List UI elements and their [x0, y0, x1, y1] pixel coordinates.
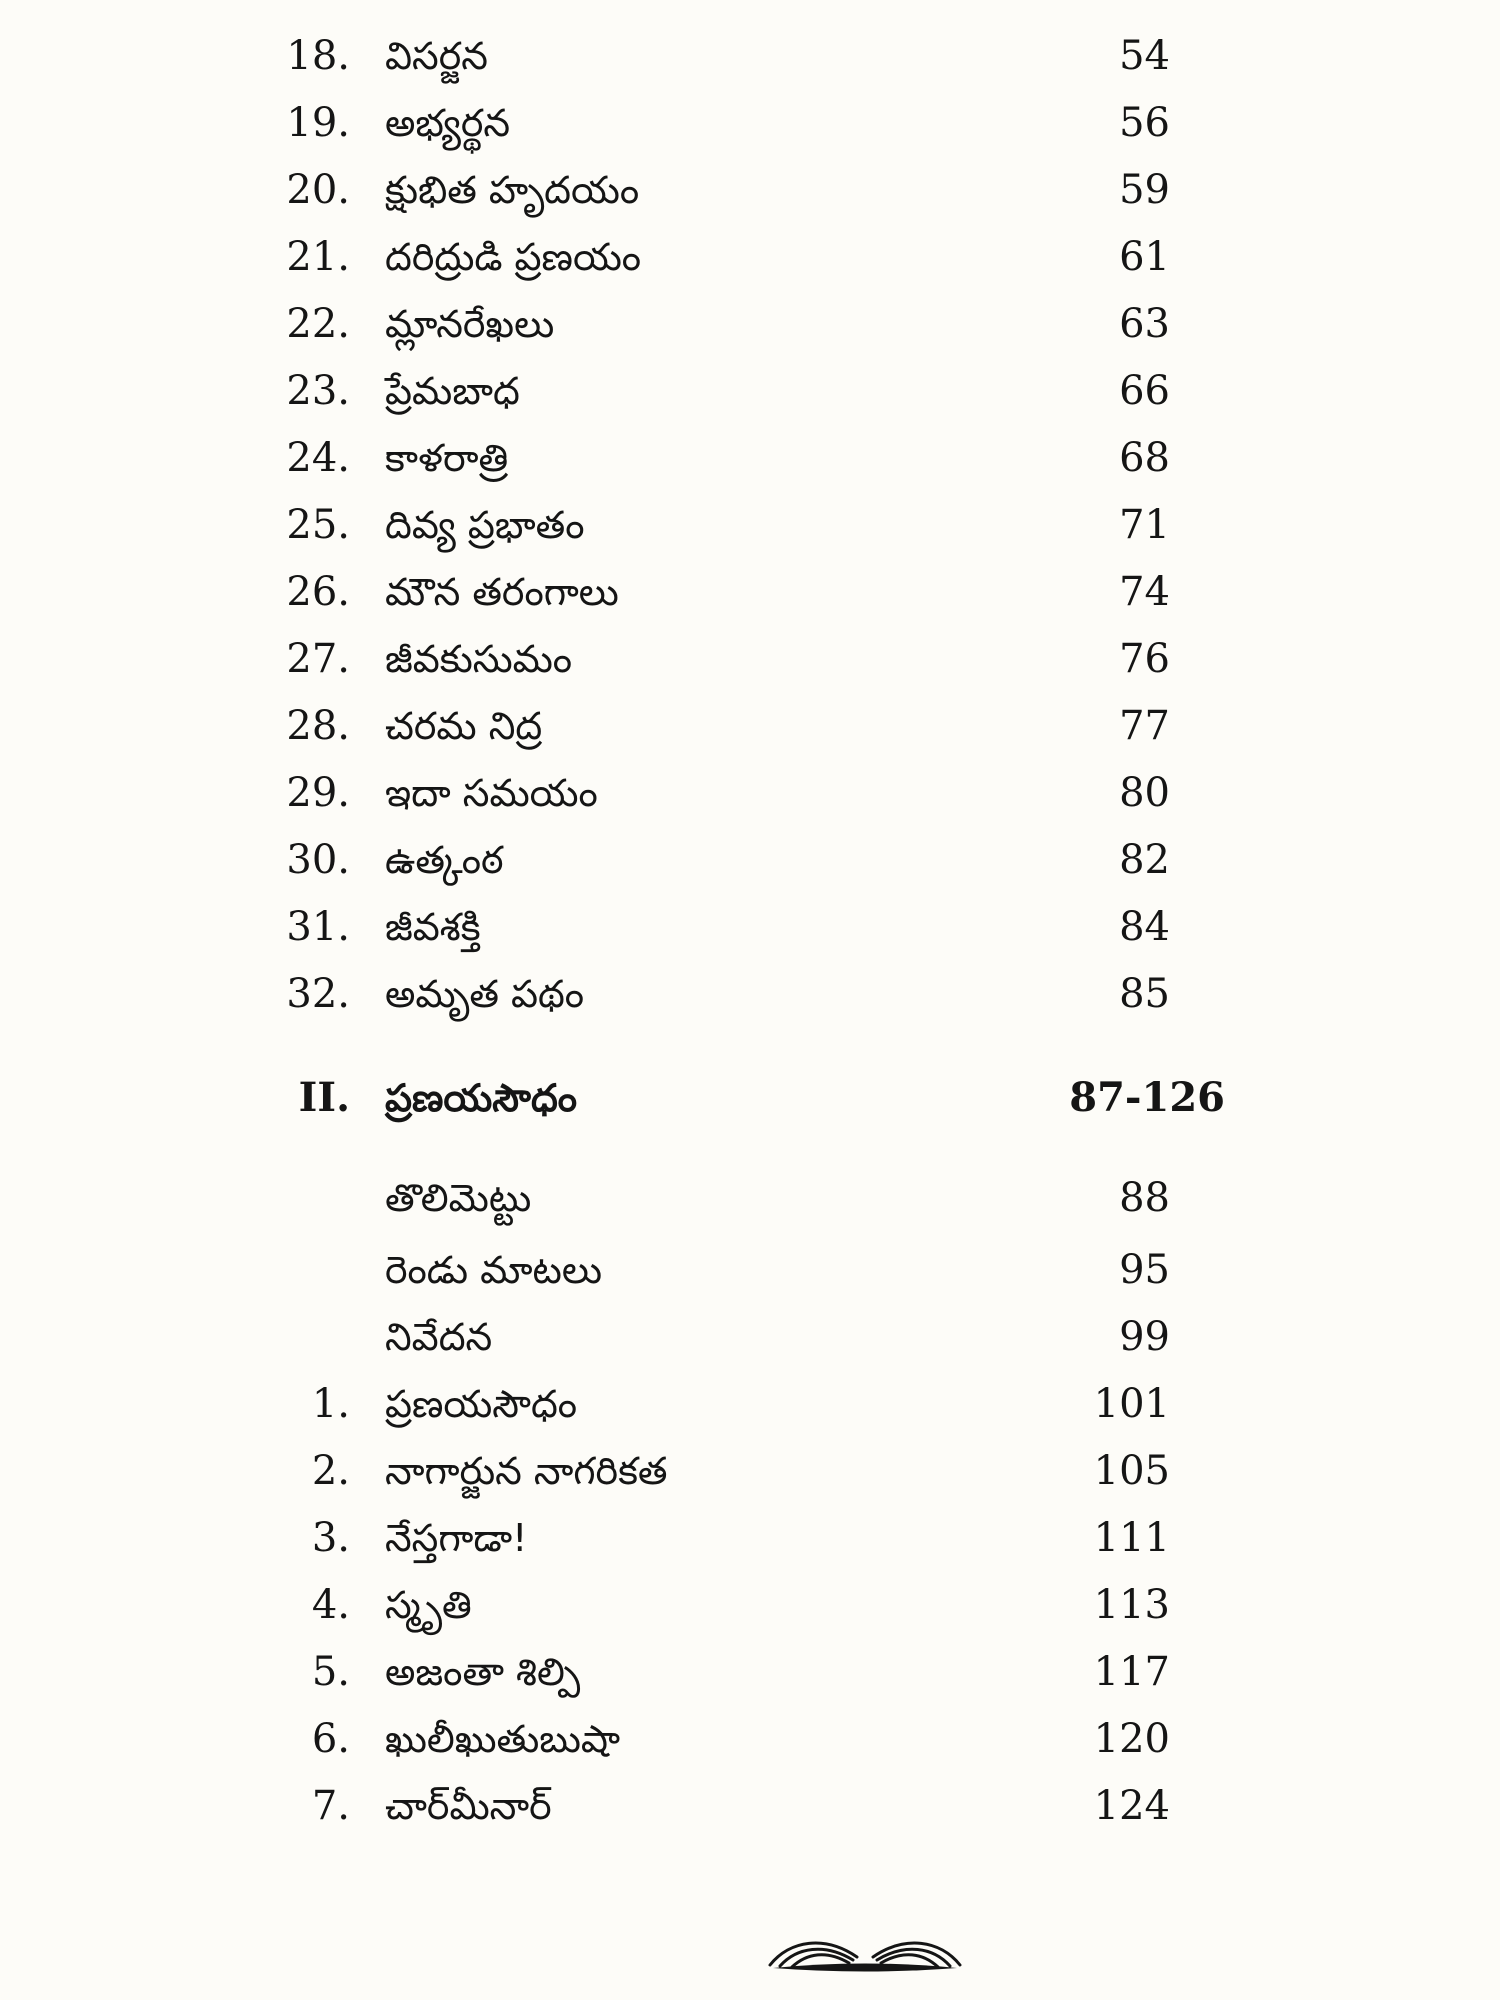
entry-number: 4.: [311, 1582, 350, 1628]
entry-title: చార్‌మీనార్: [385, 1784, 552, 1828]
entry-page: 113: [1093, 1582, 1170, 1628]
entry-title: దరిద్రుడి ప్రణయం: [385, 235, 642, 279]
toc-entry: [0, 564, 1500, 620]
toc-entry: [0, 1376, 1500, 1432]
section-number: II.: [298, 1074, 350, 1121]
toc-entry: [0, 899, 1500, 955]
entry-page: 95: [1119, 1247, 1170, 1293]
entry-page: 101: [1093, 1381, 1170, 1427]
toc-entry: [0, 1711, 1500, 1767]
entry-page: 63: [1119, 301, 1170, 347]
entry-page: 59: [1119, 167, 1170, 213]
entry-title: జీవశక్తి: [385, 905, 481, 949]
entry-title: కాళరాత్రి: [385, 436, 509, 480]
entry-number: 26.: [286, 569, 350, 615]
entry-number: 21.: [286, 234, 350, 280]
toc-entry: [0, 296, 1500, 352]
entry-page: 77: [1119, 703, 1170, 749]
entry-page: 111: [1093, 1515, 1170, 1561]
entry-title: విసర్జన: [385, 34, 488, 78]
entry-page: 80: [1119, 770, 1170, 816]
entry-title: అమృత పథం: [385, 972, 585, 1016]
toc-entry: [0, 1309, 1500, 1365]
entry-number: 24.: [286, 435, 350, 481]
entry-number: 23.: [286, 368, 350, 414]
entry-page: 117: [1093, 1649, 1170, 1695]
entry-number: 32.: [286, 971, 350, 1017]
entry-title: ప్రేమబాధ: [385, 369, 520, 413]
section-title: ప్రణయసౌధం: [385, 1076, 578, 1120]
entry-page: 76: [1119, 636, 1170, 682]
entry-title: రెండు మాటలు: [385, 1248, 602, 1292]
toc-entry: [0, 229, 1500, 285]
entry-page: 124: [1093, 1783, 1170, 1829]
entry-page: 68: [1119, 435, 1170, 481]
entry-page: 105: [1093, 1448, 1170, 1494]
entry-title: ప్రణయసౌధం: [385, 1382, 578, 1426]
entry-title: అజంతా శిల్పి: [385, 1650, 581, 1694]
toc-entry: [0, 497, 1500, 553]
fan-ornament-icon: [765, 1935, 965, 1975]
entry-number: 29.: [286, 770, 350, 816]
entry-title: దివ్య ప్రభాతం: [385, 503, 585, 547]
entry-number: 7.: [311, 1783, 350, 1829]
entry-page: 61: [1119, 234, 1170, 280]
entry-title: తొలిమెట్టు: [385, 1176, 532, 1220]
toc-entry: [0, 765, 1500, 821]
entry-page: 84: [1119, 904, 1170, 950]
toc-entry: [0, 28, 1500, 84]
entry-page: 82: [1119, 837, 1170, 883]
section-page-range: 87-126: [1069, 1074, 1225, 1121]
entry-number: 25.: [286, 502, 350, 548]
entry-number: 28.: [286, 703, 350, 749]
toc-entry: [0, 363, 1500, 419]
entry-number: 1.: [311, 1381, 350, 1427]
entry-page: 56: [1119, 100, 1170, 146]
entry-number: 5.: [311, 1649, 350, 1695]
entry-title: మౌన తరంగాలు: [385, 570, 619, 614]
toc-entry: [0, 95, 1500, 151]
entry-number: 31.: [286, 904, 350, 950]
toc-entry: [0, 1644, 1500, 1700]
toc-entry: [0, 1778, 1500, 1834]
entry-page: 88: [1119, 1175, 1170, 1221]
entry-title: నివేదన: [385, 1315, 493, 1359]
toc-entry: [0, 430, 1500, 486]
entry-page: 54: [1119, 33, 1170, 79]
toc-entry: [0, 1510, 1500, 1566]
section-heading: [0, 1070, 1500, 1126]
toc-entry: [0, 1443, 1500, 1499]
entry-title: చరమ నిద్ర: [385, 704, 543, 748]
toc-entry: [0, 1577, 1500, 1633]
entry-title: మ్లానరేఖలు: [385, 302, 555, 346]
entry-number: 18.: [286, 33, 350, 79]
toc-entry: [0, 1170, 1500, 1226]
entry-title: అభ్యర్థన: [385, 101, 511, 145]
entry-title: జీవకుసుమం: [385, 637, 573, 681]
entry-page: 120: [1093, 1716, 1170, 1762]
entry-title: ఇదా సమయం: [385, 771, 598, 815]
entry-number: 30.: [286, 837, 350, 883]
toc-entry: [0, 1242, 1500, 1298]
toc-entry: [0, 162, 1500, 218]
entry-number: 6.: [311, 1716, 350, 1762]
entry-number: 22.: [286, 301, 350, 347]
entry-number: 27.: [286, 636, 350, 682]
entry-number: 20.: [286, 167, 350, 213]
entry-page: 74: [1119, 569, 1170, 615]
entry-number: 2.: [311, 1448, 350, 1494]
toc-entry: [0, 966, 1500, 1022]
entry-title: ఖులీఖుతుబుషా: [385, 1717, 621, 1761]
entry-page: 71: [1119, 502, 1170, 548]
entry-number: 3.: [311, 1515, 350, 1561]
entry-title: ఉత్కంఠ: [385, 838, 504, 882]
entry-page: 99: [1119, 1314, 1170, 1360]
toc-entry: [0, 832, 1500, 888]
entry-number: 19.: [286, 100, 350, 146]
entry-title: నేస్తగాడా!: [385, 1516, 528, 1560]
toc-entry: [0, 631, 1500, 687]
entry-title: నాగార్జున నాగరికత: [385, 1449, 668, 1493]
entry-page: 85: [1119, 971, 1170, 1017]
entry-title: క్షుభిత హృదయం: [385, 168, 640, 212]
toc-entry: [0, 698, 1500, 754]
entry-title: స్మృతి: [385, 1583, 472, 1627]
entry-page: 66: [1119, 368, 1170, 414]
